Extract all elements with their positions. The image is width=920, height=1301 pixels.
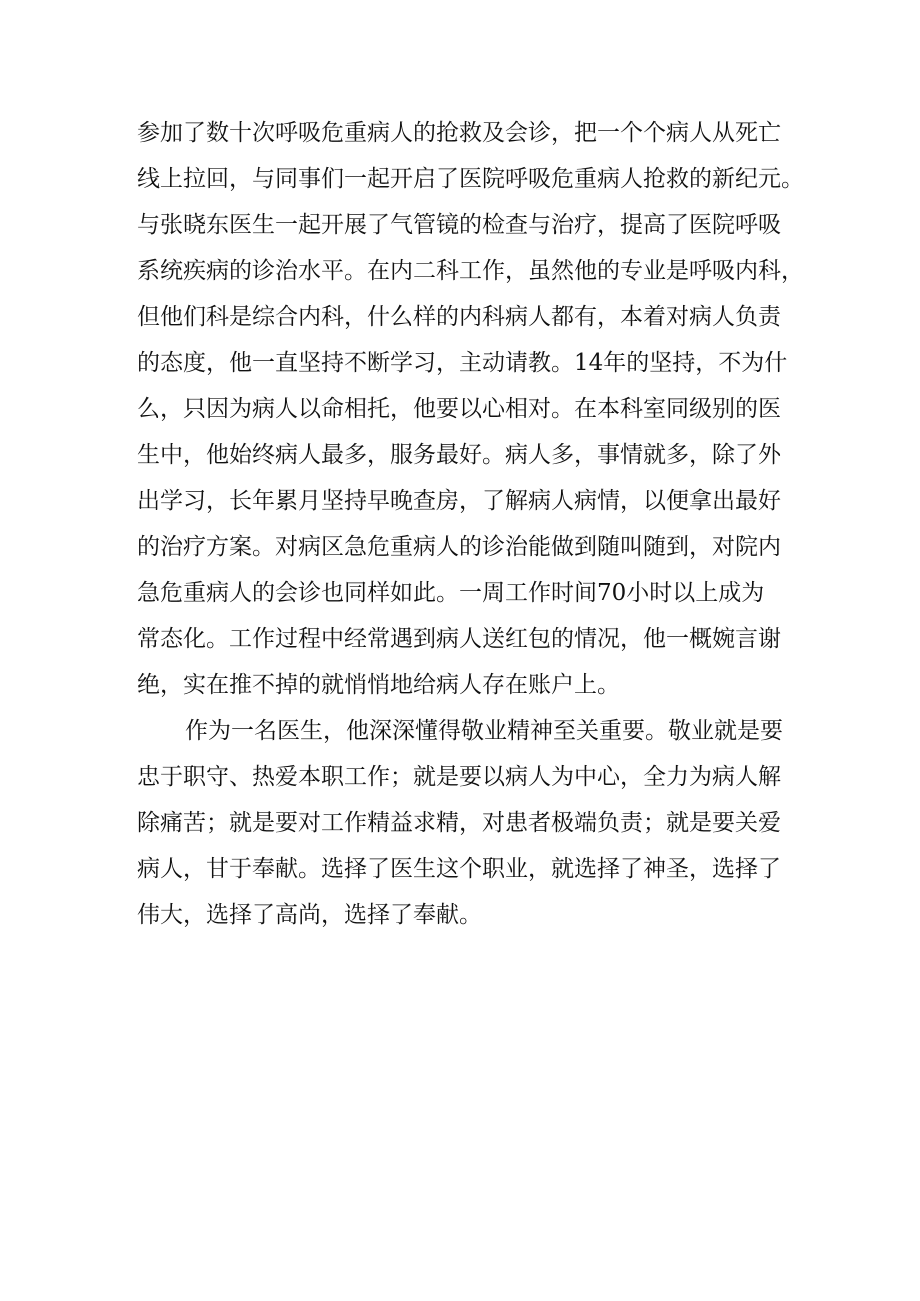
text-line: 作为一名医生，他深深懂得敬业精神至关重要。敬业就是要 [185, 718, 783, 744]
text-line: 参加了数十次呼吸危重病人的抢救及会诊，把一个个病人从死亡 [137, 120, 781, 146]
text-line: 系统疾病的诊治水平。在内二科工作，虽然他的专业是呼吸内科， [137, 258, 804, 284]
text-line: 伟大，选择了高尚，选择了奉献。 [137, 902, 482, 928]
text-line: 的治疗方案。对病区急危重病人的诊治能做到随叫随到，对院内 [137, 534, 781, 560]
text-line: 出学习，长年累月坚持早晚查房，了解病人病情，以便拿出最好 [137, 488, 781, 514]
text-line: 绝，实在推不掉的就悄悄地给病人存在账户上。 [137, 672, 620, 698]
text-line: 么，只因为病人以命相托，他要以心相对。在本科室同级别的医 [137, 396, 781, 422]
text-line: 但他们科是综合内科，什么样的内科病人都有，本着对病人负责 [137, 304, 781, 330]
text-line: 病人，甘于奉献。选择了医生这个职业，就选择了神圣，选择了 [137, 856, 781, 882]
text-line: 生中，他始终病人最多，服务最好。病人多，事情就多，除了外 [137, 442, 781, 468]
text-line: 常态化。工作过程中经常遇到病人送红包的情况，他一概婉言谢 [137, 626, 781, 652]
paragraph-1 [137, 110, 817, 708]
text-line: 与张晓东医生一起开展了气管镜的检查与治疗，提高了医院呼吸 [137, 212, 781, 238]
text-line: 的态度，他一直坚持不断学习，主动请教。14年的坚持，不为什 [137, 350, 788, 376]
text-line: 除痛苦；就是要对工作精益求精，对患者极端负责；就是要关爱 [137, 810, 781, 836]
text-line: 线上拉回，与同事们一起开启了医院呼吸危重病人抢救的新纪元。 [137, 166, 804, 192]
paragraph-2 [137, 708, 817, 938]
text-line: 急危重病人的会诊也同样如此。一周工作时间70小时以上成为 [137, 580, 765, 606]
document-body [137, 110, 817, 938]
text-line: 忠于职守、热爱本职工作；就是要以病人为中心，全力为病人解 [137, 764, 781, 790]
